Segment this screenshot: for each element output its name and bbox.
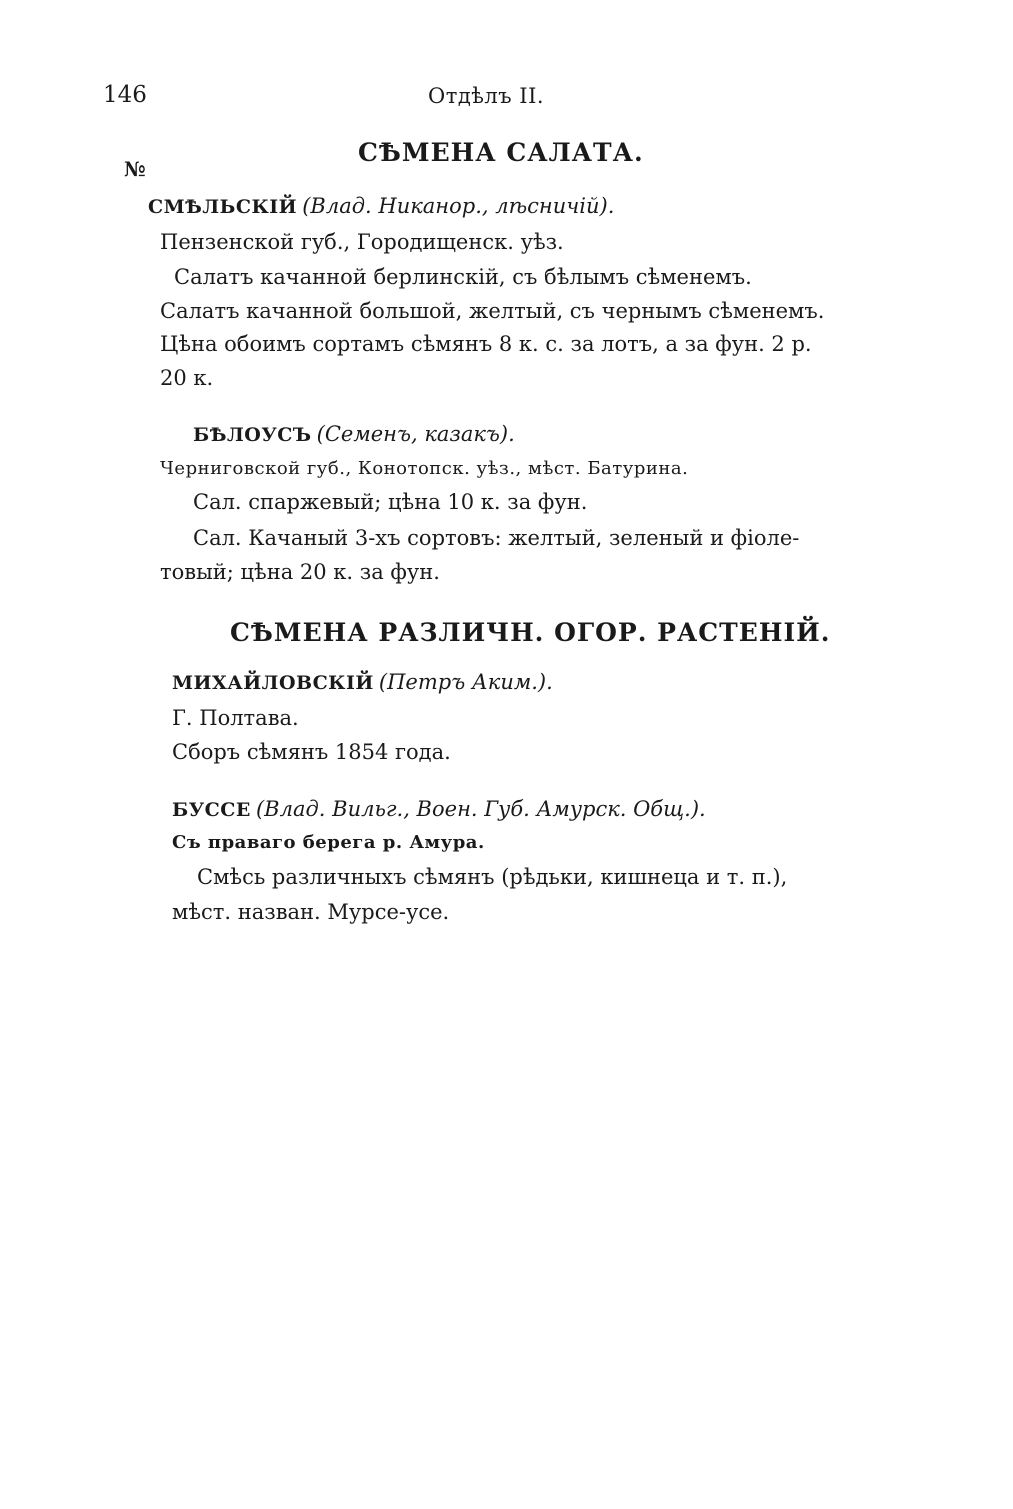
entry-heading-busse: [172, 797, 706, 821]
entry-line: товый; цѣна 20 к. за фун.: [160, 560, 440, 584]
entry-name: СМѢЛЬСКІЙ: [148, 196, 298, 218]
entry-line: Сал. Качаный 3-хъ сортовъ: желтый, зеленый и фіоле-: [193, 526, 800, 550]
entry-note: (Влад. Никанор., лѣсничій).: [302, 194, 615, 218]
entry-line: Салатъ качанной берлинскій, съ бѣлымъ сѣменемъ.: [174, 265, 752, 289]
entry-heading-belous: [193, 422, 515, 446]
section-title-salad-seeds: СѢМЕНА САЛАТА.: [358, 138, 644, 167]
entry-location: Пензенской губ., Городищенск. уѣз.: [160, 230, 564, 254]
entry-name: МИХАЙЛОВСКІЙ: [172, 672, 374, 694]
entry-line: Салатъ качанной большой, желтый, съ чернымъ сѣменемъ.: [160, 299, 825, 323]
entry-line: Смѣсь различныхъ сѣмянъ (рѣдьки, кишнеца и т. п.),: [197, 865, 788, 889]
entry-line: Сборъ сѣмянъ 1854 года.: [172, 740, 451, 764]
entry-location: Г. Полтава.: [172, 706, 299, 730]
entry-note: (Влад. Вильг., Воен. Губ. Амурск. Общ.).: [255, 797, 706, 821]
entry-location: Съ праваго берега р. Амура.: [172, 832, 485, 853]
entry-heading-mikhailovsky: [172, 670, 553, 694]
running-head: Отдѣлъ II.: [428, 84, 545, 108]
entry-name: БѢЛОУСЪ: [193, 424, 312, 446]
entry-line: 20 к.: [160, 366, 214, 390]
page-number: 146: [103, 82, 147, 108]
entry-line: Сал. спаржевый; цѣна 10 к. за фун.: [193, 490, 588, 514]
entry-heading-smelsky: [148, 194, 614, 218]
entry-name: БУССЕ: [172, 799, 251, 821]
number-sign: №: [124, 157, 146, 181]
entry-line: мѣст. назван. Мурсе-усе.: [172, 900, 450, 924]
entry-note: (Семенъ, казакъ).: [316, 422, 515, 446]
entry-location: Черниговской губ., Конотопск. уѣз., мѣст. Батурина.: [160, 458, 689, 479]
entry-line: Цѣна обоимъ сортамъ сѣмянъ 8 к. с. за лотъ, а за фун. 2 р.: [160, 332, 812, 356]
section-title-garden-seeds: СѢМЕНА РАЗЛИЧН. ОГОР. РАСТЕНІЙ.: [230, 618, 831, 647]
entry-note: (Петръ Аким.).: [378, 670, 553, 694]
